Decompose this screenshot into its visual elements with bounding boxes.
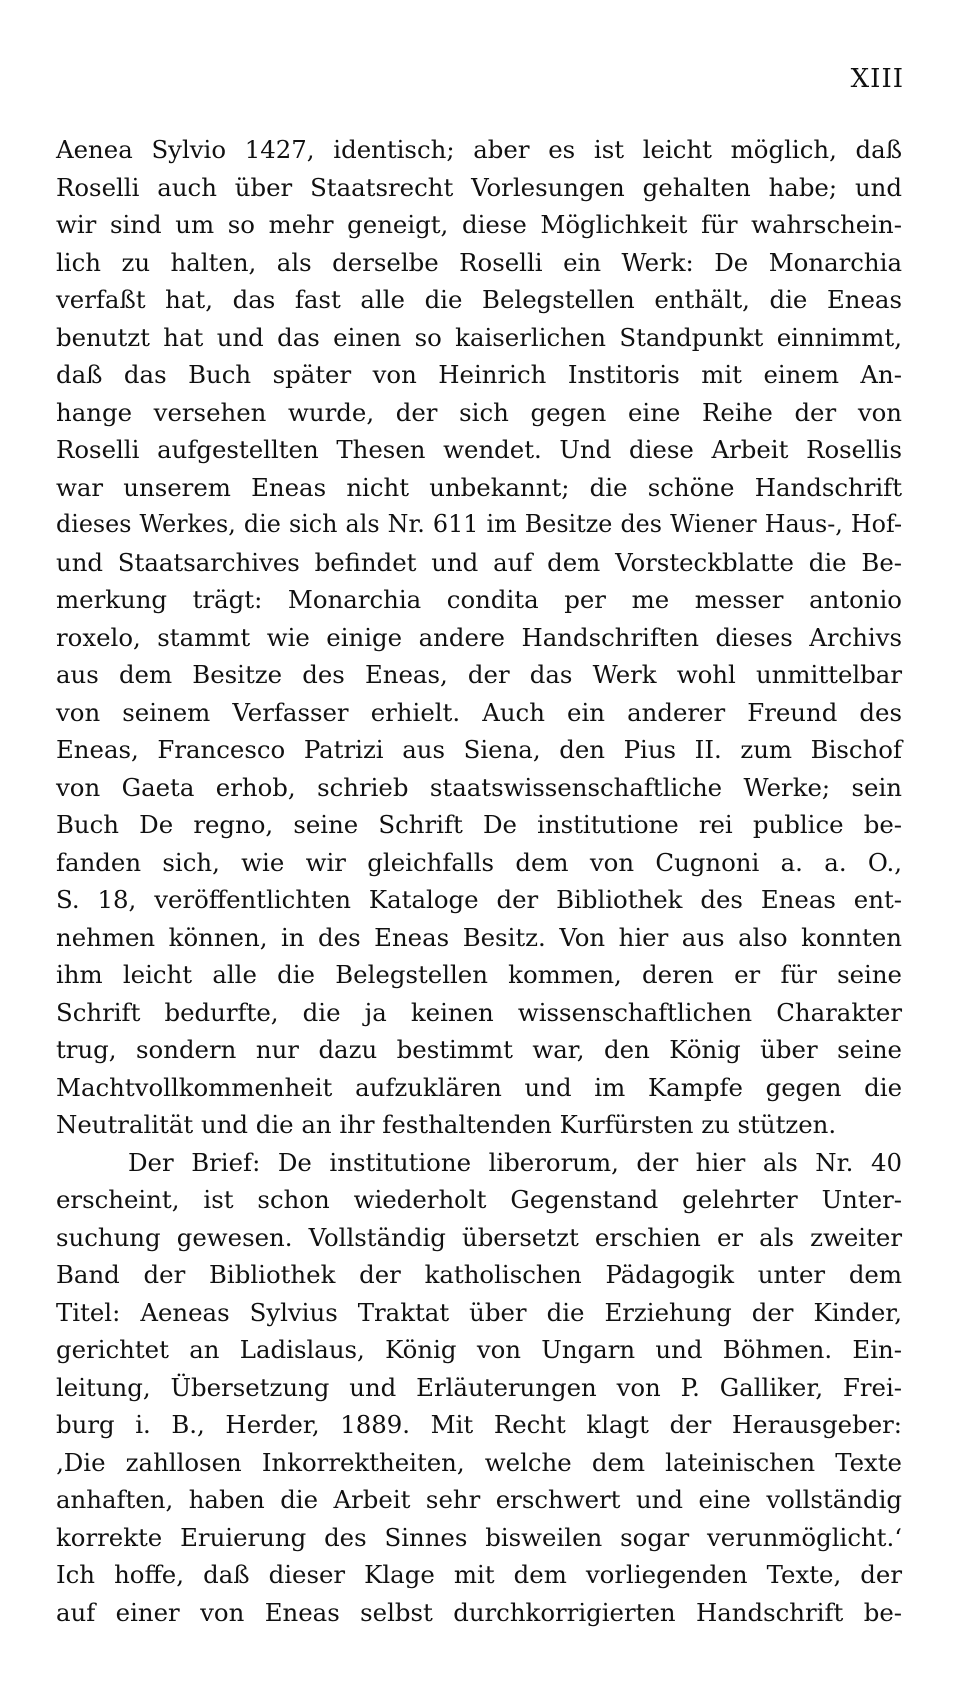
text-line: wir sind um so mehr geneigt, diese Möglichkeit für wahrschein- <box>56 210 902 239</box>
text-line: von Gaeta erhob, schrieb staatswissenschaftliche Werke; sein <box>56 772 902 802</box>
text-line: korrekte Eruierung des Sinnes bisweilen sogar verunmöglicht.‘ <box>56 1522 902 1552</box>
text-line: Aenea Sylvio 1427, identisch; aber es ist leicht möglich, daß <box>56 135 902 164</box>
text-line: war unserem Eneas nicht unbekannt; die schöne Handschrift <box>56 472 902 502</box>
text-line: dieses Werkes, die sich als Nr. 611 im Besitze des Wiener Haus-, Hof- <box>56 510 902 538</box>
text-line: Buch De regno, seine Schrift De institutione rei publice be- <box>56 810 902 839</box>
text-line: burg i. B., Herder, 1889. Mit Recht klagt der Herausgeber: <box>56 1410 902 1439</box>
text-line: S. 18, veröffentlichten Kataloge der Bibliothek des Eneas ent- <box>56 885 902 914</box>
text-line: Roselli aufgestellten Thesen wendet. Und diese Arbeit Rosellis <box>56 435 902 464</box>
text-line: merkung trägt: Monarchia condita per me messer antonio <box>56 585 902 614</box>
text-line: und Staatsarchives befindet und auf dem Vorsteckblatte die Be- <box>56 547 902 577</box>
text-line: gerichtet an Ladislaus, König von Ungarn und Böhmen. Ein- <box>56 1335 902 1364</box>
text-line: suchung gewesen. Vollständig übersetzt erschien er als zweiter <box>56 1222 902 1252</box>
text-line: Der Brief: De institutione liberorum, der hier als Nr. 40 <box>128 1147 902 1177</box>
text-line: hange versehen wurde, der sich gegen eine Reihe der von <box>56 397 902 427</box>
text-line: ‚Die zahllosen Inkorrektheiten, welche dem lateinischen Texte <box>56 1447 902 1477</box>
text-line: nehmen können, in des Eneas Besitz. Von hier aus also konnten <box>56 922 902 952</box>
text-line: lich zu halten, als derselbe Roselli ein Werk: De Monarchia <box>56 247 902 277</box>
text-line: benutzt hat und das einen so kaiserlichen Standpunkt einnimmt, <box>56 322 902 352</box>
text-line: Titel: Aeneas Sylvius Traktat über die Erziehung der Kinder, <box>56 1297 902 1327</box>
text-line: Machtvollkommenheit aufzuklären und im Kampfe gegen die <box>56 1072 902 1102</box>
text-line: erscheint, ist schon wiederholt Gegenstand gelehrter Unter- <box>56 1185 902 1214</box>
text-line: trug, sondern nur dazu bestimmt war, den König über seine <box>56 1035 902 1064</box>
text-line: Neutralität und die an ihr festhaltenden Kurfürsten zu stützen. <box>56 1110 837 1139</box>
text-line: Eneas, Francesco Patrizi aus Siena, den Pius II. zum Bischof <box>56 735 902 764</box>
text-line: anhaften, haben die Arbeit sehr erschwert und eine vollständig <box>56 1485 902 1514</box>
text-line: Schrift bedurfte, die ja keinen wissenschaftlichen Charakter <box>56 997 902 1027</box>
text-line: Band der Bibliothek der katholischen Pädagogik unter dem <box>56 1260 902 1289</box>
text-line: roxelo, stammt wie einige andere Handschriften dieses Archivs <box>56 622 902 652</box>
text-line: aus dem Besitze des Eneas, der das Werk wohl unmittelbar <box>56 660 902 689</box>
text-line: Roselli auch über Staatsrecht Vorlesungen gehalten habe; und <box>56 172 902 202</box>
text-line: auf einer von Eneas selbst durchkorrigierten Handschrift be- <box>56 1597 902 1627</box>
text-line: fanden sich, wie wir gleichfalls dem von Cugnoni a. a. O., <box>56 847 902 877</box>
text-line: Ich hoffe, daß dieser Klage mit dem vorliegenden Texte, der <box>56 1560 902 1589</box>
text-line: verfaßt hat, das fast alle die Belegstellen enthält, die Eneas <box>56 285 902 314</box>
body-text <box>56 131 902 1631</box>
text-line: von seinem Verfasser erhielt. Auch ein anderer Freund des <box>56 697 902 727</box>
text-line: ihm leicht alle die Belegstellen kommen, deren er für seine <box>56 960 902 989</box>
text-line: daß das Buch später von Heinrich Institoris mit einem An- <box>56 360 902 389</box>
page-number: XIII <box>850 64 904 94</box>
text-line: leitung, Übersetzung und Erläuterungen von P. Galliker, Frei- <box>56 1372 902 1402</box>
